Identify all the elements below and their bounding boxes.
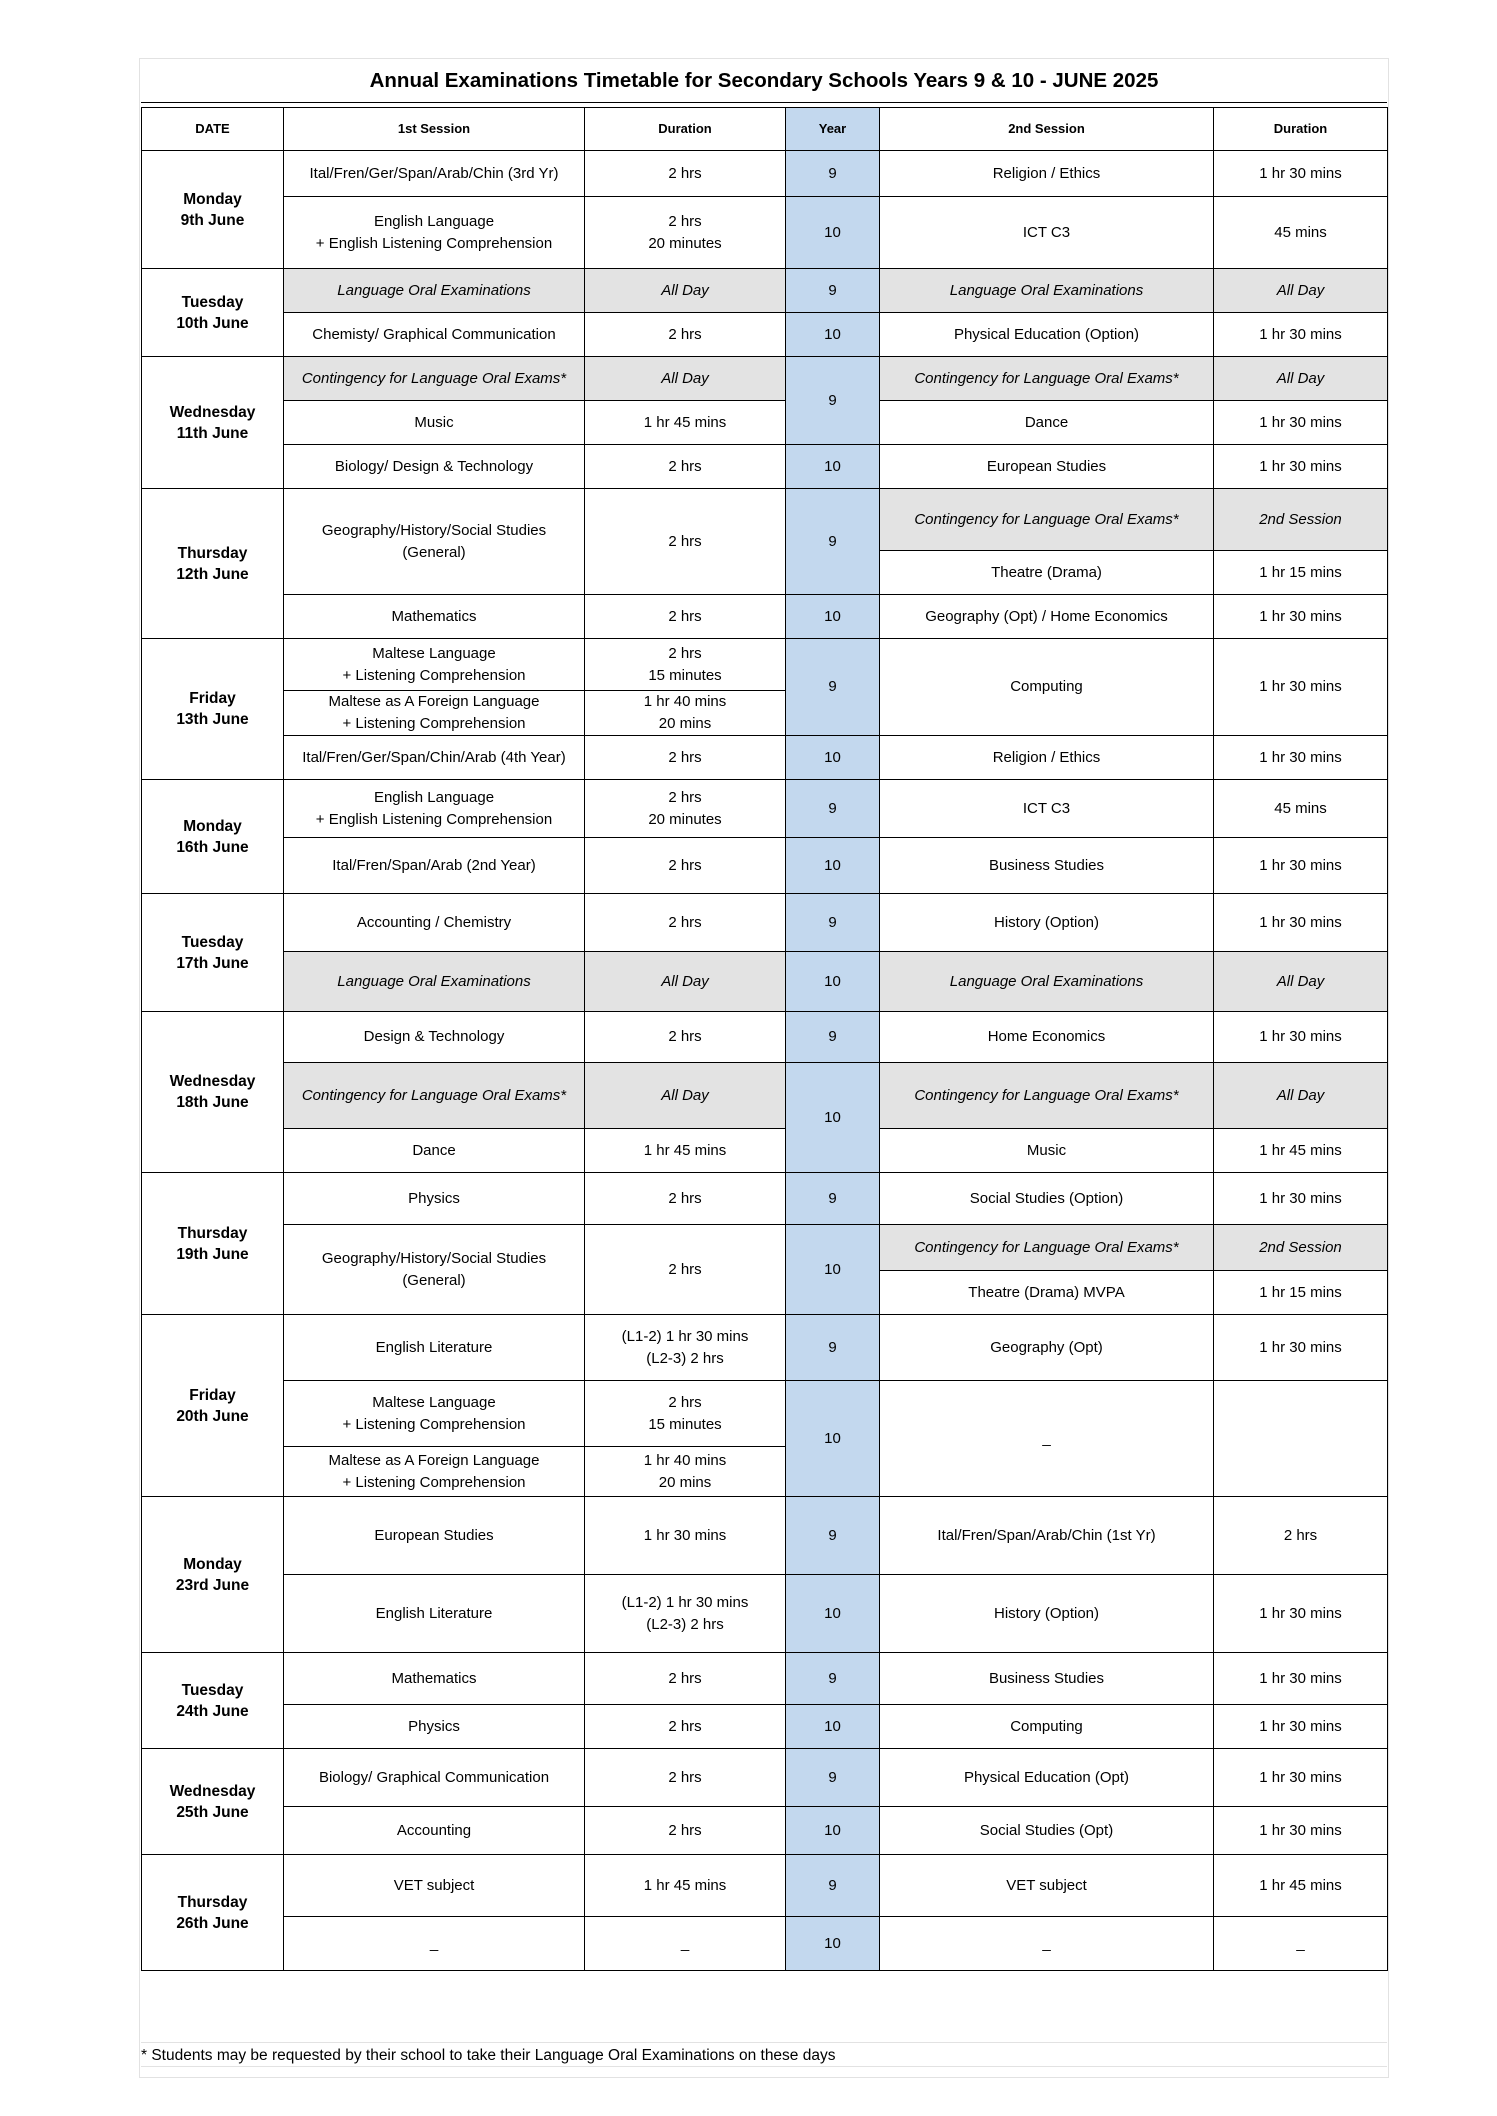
duration-2-cell: 2nd Session	[1214, 489, 1388, 551]
date-cell: Tuesday 17th June	[142, 894, 284, 1012]
duration-2-cell: 45 mins	[1214, 197, 1388, 269]
table-row	[142, 639, 1388, 691]
table-row	[142, 1917, 1388, 1971]
second-session-cell: Religion / Ethics	[880, 151, 1214, 197]
first-session-cell: Ital/Fren/Ger/Span/Chin/Arab (4th Year)	[284, 736, 585, 780]
second-session-cell: Language Oral Examinations	[880, 269, 1214, 313]
year-cell: 9	[786, 1749, 880, 1807]
first-session-cell: Maltese as A Foreign Language + Listening Comprehension	[284, 691, 585, 736]
duration-1-cell: 2 hrs	[585, 313, 786, 357]
duration-2-cell: 1 hr 30 mins	[1214, 838, 1388, 894]
duration-1-cell: 2 hrs	[585, 489, 786, 595]
year-cell: 9	[786, 151, 880, 197]
table-row	[142, 1575, 1388, 1653]
first-session-cell: English Language + English Listening Comprehension	[284, 197, 585, 269]
table-row	[142, 1807, 1388, 1855]
table-row	[142, 952, 1388, 1012]
first-session-cell: Accounting / Chemistry	[284, 894, 585, 952]
duration-2-cell: 1 hr 15 mins	[1214, 551, 1388, 595]
table-row	[142, 1315, 1388, 1381]
date-cell: Wednesday 25th June	[142, 1749, 284, 1855]
year-cell: 9	[786, 1653, 880, 1705]
second-session-cell: History (Option)	[880, 894, 1214, 952]
header-first-session: 1st Session	[284, 108, 585, 151]
first-session-cell: European Studies	[284, 1497, 585, 1575]
date-cell: Tuesday 24th June	[142, 1653, 284, 1749]
first-session-cell: Maltese as A Foreign Language + Listening Comprehension	[284, 1447, 585, 1497]
first-session-cell: Physics	[284, 1705, 585, 1749]
year-cell: 9	[786, 639, 880, 736]
header-year: Year	[786, 108, 880, 151]
second-session-cell: Physical Education (Opt)	[880, 1749, 1214, 1807]
year-cell: 9	[786, 1497, 880, 1575]
duration-2-cell: All Day	[1214, 269, 1388, 313]
table-row	[142, 1225, 1388, 1271]
date-cell: Wednesday 18th June	[142, 1012, 284, 1173]
first-session-cell: Music	[284, 401, 585, 445]
year-cell: 10	[786, 445, 880, 489]
date-cell: Friday 20th June	[142, 1315, 284, 1497]
second-session-cell: VET subject	[880, 1855, 1214, 1917]
header-second-session: 2nd Session	[880, 108, 1214, 151]
footnote: * Students may be requested by their school to take their Language Oral Examinations on these days	[141, 2047, 836, 2064]
duration-1-cell: (L1-2) 1 hr 30 mins (L2-3) 2 hrs	[585, 1575, 786, 1653]
header-date: DATE	[142, 108, 284, 151]
first-session-cell: Physics	[284, 1173, 585, 1225]
first-session-cell: Ital/Fren/Ger/Span/Arab/Chin (3rd Yr)	[284, 151, 585, 197]
duration-2-cell: 1 hr 30 mins	[1214, 445, 1388, 489]
second-session-cell: Computing	[880, 1705, 1214, 1749]
duration-2-cell: 1 hr 30 mins	[1214, 1575, 1388, 1653]
duration-2-cell: 1 hr 30 mins	[1214, 1807, 1388, 1855]
date-cell: Monday 16th June	[142, 780, 284, 894]
date-cell: Thursday 26th June	[142, 1855, 284, 1971]
second-session-cell: Social Studies (Option)	[880, 1173, 1214, 1225]
duration-1-cell: 2 hrs	[585, 1012, 786, 1063]
year-cell: 10	[786, 197, 880, 269]
second-session-cell: Computing	[880, 639, 1214, 736]
date-cell: Thursday 19th June	[142, 1173, 284, 1315]
second-session-cell: Geography (Opt)	[880, 1315, 1214, 1381]
duration-2-cell: 1 hr 15 mins	[1214, 1271, 1388, 1315]
timetable	[141, 107, 1388, 1971]
duration-1-cell: 2 hrs	[585, 445, 786, 489]
year-cell: 9	[786, 894, 880, 952]
year-cell: 10	[786, 1575, 880, 1653]
year-cell: 9	[786, 269, 880, 313]
second-session-cell: Ital/Fren/Span/Arab/Chin (1st Yr)	[880, 1497, 1214, 1575]
first-session-cell: Dance	[284, 1129, 585, 1173]
duration-2-cell: 1 hr 30 mins	[1214, 151, 1388, 197]
header-duration-2: Duration	[1214, 108, 1388, 151]
second-session-cell: Home Economics	[880, 1012, 1214, 1063]
first-session-cell: _	[284, 1917, 585, 1971]
year-cell: 10	[786, 1705, 880, 1749]
duration-1-cell: All Day	[585, 952, 786, 1012]
year-cell: 10	[786, 1381, 880, 1497]
first-session-cell: VET subject	[284, 1855, 585, 1917]
duration-1-cell: 2 hrs	[585, 1653, 786, 1705]
table-row	[142, 780, 1388, 838]
table-row	[142, 1749, 1388, 1807]
first-session-cell: Contingency for Language Oral Exams*	[284, 357, 585, 401]
first-session-cell: Accounting	[284, 1807, 585, 1855]
table-row	[142, 1653, 1388, 1705]
duration-2-cell: 1 hr 30 mins	[1214, 1012, 1388, 1063]
duration-2-cell: 1 hr 30 mins	[1214, 1173, 1388, 1225]
first-session-cell: Chemisty/ Graphical Communication	[284, 313, 585, 357]
first-session-cell: Design & Technology	[284, 1012, 585, 1063]
duration-1-cell: 2 hrs	[585, 1807, 786, 1855]
duration-2-cell: 2nd Session	[1214, 1225, 1388, 1271]
header-duration-1: Duration	[585, 108, 786, 151]
first-session-cell: Biology/ Design & Technology	[284, 445, 585, 489]
table-row	[142, 1381, 1388, 1447]
duration-1-cell: All Day	[585, 1063, 786, 1129]
duration-2-cell: _	[1214, 1917, 1388, 1971]
duration-2-cell: All Day	[1214, 952, 1388, 1012]
year-cell: 10	[786, 1917, 880, 1971]
duration-1-cell: 2 hrs 15 minutes	[585, 1381, 786, 1447]
duration-2-cell: 1 hr 45 mins	[1214, 1129, 1388, 1173]
second-session-cell: History (Option)	[880, 1575, 1214, 1653]
first-session-cell: Biology/ Graphical Communication	[284, 1749, 585, 1807]
duration-1-cell: 1 hr 45 mins	[585, 401, 786, 445]
duration-2-cell: 1 hr 30 mins	[1214, 1705, 1388, 1749]
table-row	[142, 269, 1388, 313]
second-session-cell: Social Studies (Opt)	[880, 1807, 1214, 1855]
duration-1-cell: 2 hrs	[585, 1225, 786, 1315]
date-cell: Thursday 12th June	[142, 489, 284, 639]
second-session-cell: Contingency for Language Oral Exams*	[880, 1063, 1214, 1129]
duration-1-cell: 2 hrs	[585, 736, 786, 780]
duration-1-cell: 2 hrs 20 minutes	[585, 780, 786, 838]
year-cell: 9	[786, 1012, 880, 1063]
second-session-cell: Physical Education (Option)	[880, 313, 1214, 357]
duration-1-cell: 1 hr 45 mins	[585, 1129, 786, 1173]
second-session-cell: Contingency for Language Oral Exams*	[880, 357, 1214, 401]
table-row	[142, 1705, 1388, 1749]
second-session-cell: Theatre (Drama) MVPA	[880, 1271, 1214, 1315]
duration-1-cell: 2 hrs	[585, 1705, 786, 1749]
duration-2-cell: 1 hr 30 mins	[1214, 1653, 1388, 1705]
first-session-cell: Maltese Language + Listening Comprehension	[284, 1381, 585, 1447]
year-cell: 10	[786, 736, 880, 780]
table-row	[142, 1063, 1388, 1129]
year-cell: 10	[786, 952, 880, 1012]
duration-1-cell: 2 hrs 20 minutes	[585, 197, 786, 269]
footnote-bottom-rule	[141, 2066, 1387, 2067]
duration-1-cell: 2 hrs 15 minutes	[585, 639, 786, 691]
timetable-body	[142, 151, 1388, 1971]
year-cell: 10	[786, 1063, 880, 1173]
year-cell: 10	[786, 595, 880, 639]
duration-1-cell: 2 hrs	[585, 151, 786, 197]
header-row	[142, 108, 1388, 151]
table-row	[142, 1497, 1388, 1575]
date-cell: Friday 13th June	[142, 639, 284, 780]
duration-1-cell: All Day	[585, 357, 786, 401]
second-session-cell: Religion / Ethics	[880, 736, 1214, 780]
second-session-cell: _	[880, 1381, 1214, 1497]
year-cell: 9	[786, 489, 880, 595]
duration-2-cell: 1 hr 30 mins	[1214, 894, 1388, 952]
table-row	[142, 197, 1388, 269]
duration-2-cell: All Day	[1214, 1063, 1388, 1129]
date-cell: Wednesday 11th June	[142, 357, 284, 489]
first-session-cell: Maltese Language + Listening Comprehension	[284, 639, 585, 691]
duration-2-cell: 1 hr 45 mins	[1214, 1855, 1388, 1917]
table-row	[142, 736, 1388, 780]
table-row	[142, 838, 1388, 894]
first-session-cell: Language Oral Examinations	[284, 952, 585, 1012]
table-row	[142, 401, 1388, 445]
year-cell: 9	[786, 357, 880, 445]
table-row	[142, 1012, 1388, 1063]
first-session-cell: Mathematics	[284, 1653, 585, 1705]
title-divider	[141, 102, 1387, 103]
year-cell: 10	[786, 1807, 880, 1855]
second-session-cell: Music	[880, 1129, 1214, 1173]
duration-2-cell: 1 hr 30 mins	[1214, 1749, 1388, 1807]
second-session-cell: Business Studies	[880, 1653, 1214, 1705]
duration-1-cell: (L1-2) 1 hr 30 mins (L2-3) 2 hrs	[585, 1315, 786, 1381]
table-row	[142, 894, 1388, 952]
duration-2-cell: 45 mins	[1214, 780, 1388, 838]
duration-1-cell: 2 hrs	[585, 838, 786, 894]
duration-2-cell	[1214, 1381, 1388, 1497]
first-session-cell: Geography/History/Social Studies (General)	[284, 489, 585, 595]
first-session-cell: Geography/History/Social Studies (General)	[284, 1225, 585, 1315]
first-session-cell: Ital/Fren/Span/Arab (2nd Year)	[284, 838, 585, 894]
second-session-cell: Business Studies	[880, 838, 1214, 894]
first-session-cell: English Language + English Listening Comprehension	[284, 780, 585, 838]
second-session-cell: Dance	[880, 401, 1214, 445]
first-session-cell: English Literature	[284, 1315, 585, 1381]
table-row	[142, 151, 1388, 197]
table-row	[142, 445, 1388, 489]
duration-1-cell: _	[585, 1917, 786, 1971]
duration-1-cell: 2 hrs	[585, 1749, 786, 1807]
year-cell: 10	[786, 313, 880, 357]
second-session-cell: Geography (Opt) / Home Economics	[880, 595, 1214, 639]
year-cell: 9	[786, 1855, 880, 1917]
duration-1-cell: All Day	[585, 269, 786, 313]
table-row	[142, 313, 1388, 357]
second-session-cell: Theatre (Drama)	[880, 551, 1214, 595]
date-cell: Monday 9th June	[142, 151, 284, 269]
duration-2-cell: 1 hr 30 mins	[1214, 401, 1388, 445]
table-row	[142, 1129, 1388, 1173]
duration-1-cell: 1 hr 40 mins 20 mins	[585, 1447, 786, 1497]
second-session-cell: _	[880, 1917, 1214, 1971]
year-cell: 9	[786, 1173, 880, 1225]
second-session-cell: European Studies	[880, 445, 1214, 489]
first-session-cell: Contingency for Language Oral Exams*	[284, 1063, 585, 1129]
duration-2-cell: 1 hr 30 mins	[1214, 313, 1388, 357]
table-row	[142, 489, 1388, 551]
table-row	[142, 1173, 1388, 1225]
duration-2-cell: 1 hr 30 mins	[1214, 639, 1388, 736]
table-row	[142, 357, 1388, 401]
second-session-cell: ICT C3	[880, 197, 1214, 269]
second-session-cell: Contingency for Language Oral Exams*	[880, 489, 1214, 551]
date-cell: Monday 23rd June	[142, 1497, 284, 1653]
duration-2-cell: 1 hr 30 mins	[1214, 1315, 1388, 1381]
year-cell: 10	[786, 838, 880, 894]
duration-1-cell: 1 hr 30 mins	[585, 1497, 786, 1575]
footnote-top-rule	[141, 2042, 1387, 2043]
second-session-cell: Language Oral Examinations	[880, 952, 1214, 1012]
duration-1-cell: 1 hr 45 mins	[585, 1855, 786, 1917]
date-cell: Tuesday 10th June	[142, 269, 284, 357]
duration-2-cell: 2 hrs	[1214, 1497, 1388, 1575]
second-session-cell: Contingency for Language Oral Exams*	[880, 1225, 1214, 1271]
first-session-cell: Mathematics	[284, 595, 585, 639]
first-session-cell: Language Oral Examinations	[284, 269, 585, 313]
year-cell: 9	[786, 1315, 880, 1381]
duration-1-cell: 2 hrs	[585, 595, 786, 639]
year-cell: 10	[786, 1225, 880, 1315]
duration-2-cell: 1 hr 30 mins	[1214, 595, 1388, 639]
duration-2-cell: 1 hr 30 mins	[1214, 736, 1388, 780]
year-cell: 9	[786, 780, 880, 838]
duration-1-cell: 2 hrs	[585, 1173, 786, 1225]
duration-2-cell: All Day	[1214, 357, 1388, 401]
second-session-cell: ICT C3	[880, 780, 1214, 838]
page-title: Annual Examinations Timetable for Secondary Schools Years 9 & 10 - JUNE 2025	[369, 69, 1159, 92]
duration-1-cell: 2 hrs	[585, 894, 786, 952]
first-session-cell: English Literature	[284, 1575, 585, 1653]
duration-1-cell: 1 hr 40 mins 20 mins	[585, 691, 786, 736]
table-row	[142, 1855, 1388, 1917]
table-row	[142, 595, 1388, 639]
